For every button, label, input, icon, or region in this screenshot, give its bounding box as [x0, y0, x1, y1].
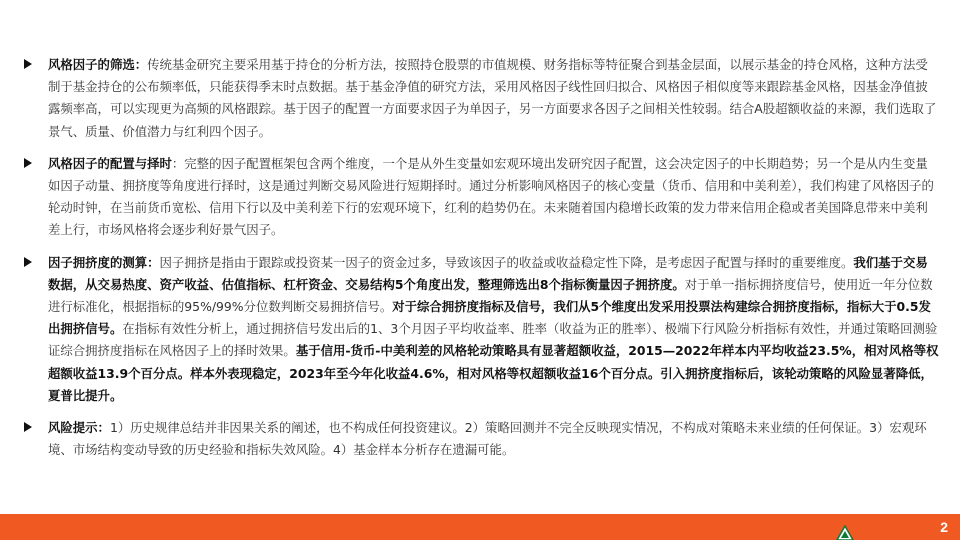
bullet-arrow-icon [24, 422, 32, 432]
bullet-title: 风格因子的筛选： [48, 57, 148, 72]
report-body [24, 54, 940, 471]
bullet-risk-warning [24, 417, 940, 461]
bullet-text: 因子拥挤是指由于跟踪或投资某一因子的资金过多，导致该因子的收益或收益稳定性下降，是考虑因子配置与择时的重要维度。 [159, 254, 854, 270]
bullet-title: 因子拥挤度的测算： [48, 254, 160, 270]
brand-logo-icon [836, 525, 854, 540]
bullet-text: 对于单一指标拥挤度信号，使用近一年分位数进行标准化，根据指标的95%/99%分位数判断交易拥挤信号。 [48, 276, 933, 315]
bullet-arrow-icon [24, 257, 32, 267]
bullet-text-bold: 基于信用-货币-中美利差的风格轮动策略具有显著超额收益，2015—2022年样本内平均收益23.5%，相对风格等权超额收益13.9个百分点。样本外表现稳定，2023年至今年化收益4.6%，相对风格等权超额收益16个百分点。引入拥挤度指标后，该轮动策略的风险显著降低，夏普比提升。 [48, 343, 939, 403]
bullet-text: 在指标有效性分析上，通过拥挤信号发出后的1、3个月因子平均收益率、胜率（收益为正的胜率）、极端下行风险分析指标有效性，并通过策略回测验证综合拥挤度指标在风格因子上的择时效果。 [48, 321, 938, 359]
bullet-factor-crowding [24, 252, 940, 407]
bullet-style-factor-selection [24, 54, 940, 143]
footer-bar [0, 514, 960, 540]
bullet-text: 1）历史规律总结并非因果关系的阐述，也不构成任何投资建议。2）策略回测并不完全反映现实情况，不构成对策略未来业绩的任何保证。3）宏观环境、市场结构变动导致的历史经验和指标失效风险。4）基金样本分析存在遗漏可能。 [48, 420, 927, 458]
bullet-arrow-icon [24, 59, 32, 69]
bullet-text: ：完整的因子配置框架包含两个维度，一个是从外生变量如宏观环境出发研究因子配置，这会决定因子的中长期趋势；另一个是从内生变量如因子动量、拥挤度等角度进行择时，这是通过判断交易风险进行短期择时。通过分析影响风格因子的核心变量（货币、信用和中美利差），我们构建了风格因子的轮动时钟，在当前货币宽松、信用下行以及中美利差下行的宏观环境下，红利的趋势仍在。未来随着国内稳增长政策的发力带来信用企稳或者美国降息带来中美利差上行，市场风格将会逐步利好景气因子。 [48, 155, 934, 238]
bullet-text: 传统基金研究主要采用基于持仓的分析方法，按照持仓股票的市值规模、财务指标等特征聚合到基金层面，以展示基金的持仓风格，这种方法受制于基金持仓的公布频率低，只能获得季末时点数据。基于基金净值的研究方法，采用风格因子线性回归拟合、风格因子相似度等来跟踪基金风格，因基金净值披露频率高，可以实现更为高频的风格跟踪。基于因子的配置一方面要求因子为单因子，另一方面要求各因子之间相关性较弱。结合A股超额收益的来源，我们选取了景气、质量、价值潜力与红利四个因子。 [48, 57, 937, 139]
bullet-arrow-icon [24, 158, 32, 168]
bullet-text-bold: 我们基于交易数据，从交易热度、资产收益、估值指标、杠杆资金、交易结构5个角度出发，整理筛选出8个指标衡量因子拥挤度。 [48, 254, 928, 292]
bullet-text-bold: 对于综合拥挤度指标及信号，我们从5个维度出发采用投票法构建综合拥挤度指标，指标大于0.5发出拥挤信号。 [48, 299, 931, 337]
bullet-title: 风格因子的配置与择时 [48, 155, 172, 171]
bullet-title: 风险提示： [48, 420, 110, 436]
bullet-factor-allocation-timing [24, 153, 940, 242]
page-number: 2 [940, 519, 948, 535]
